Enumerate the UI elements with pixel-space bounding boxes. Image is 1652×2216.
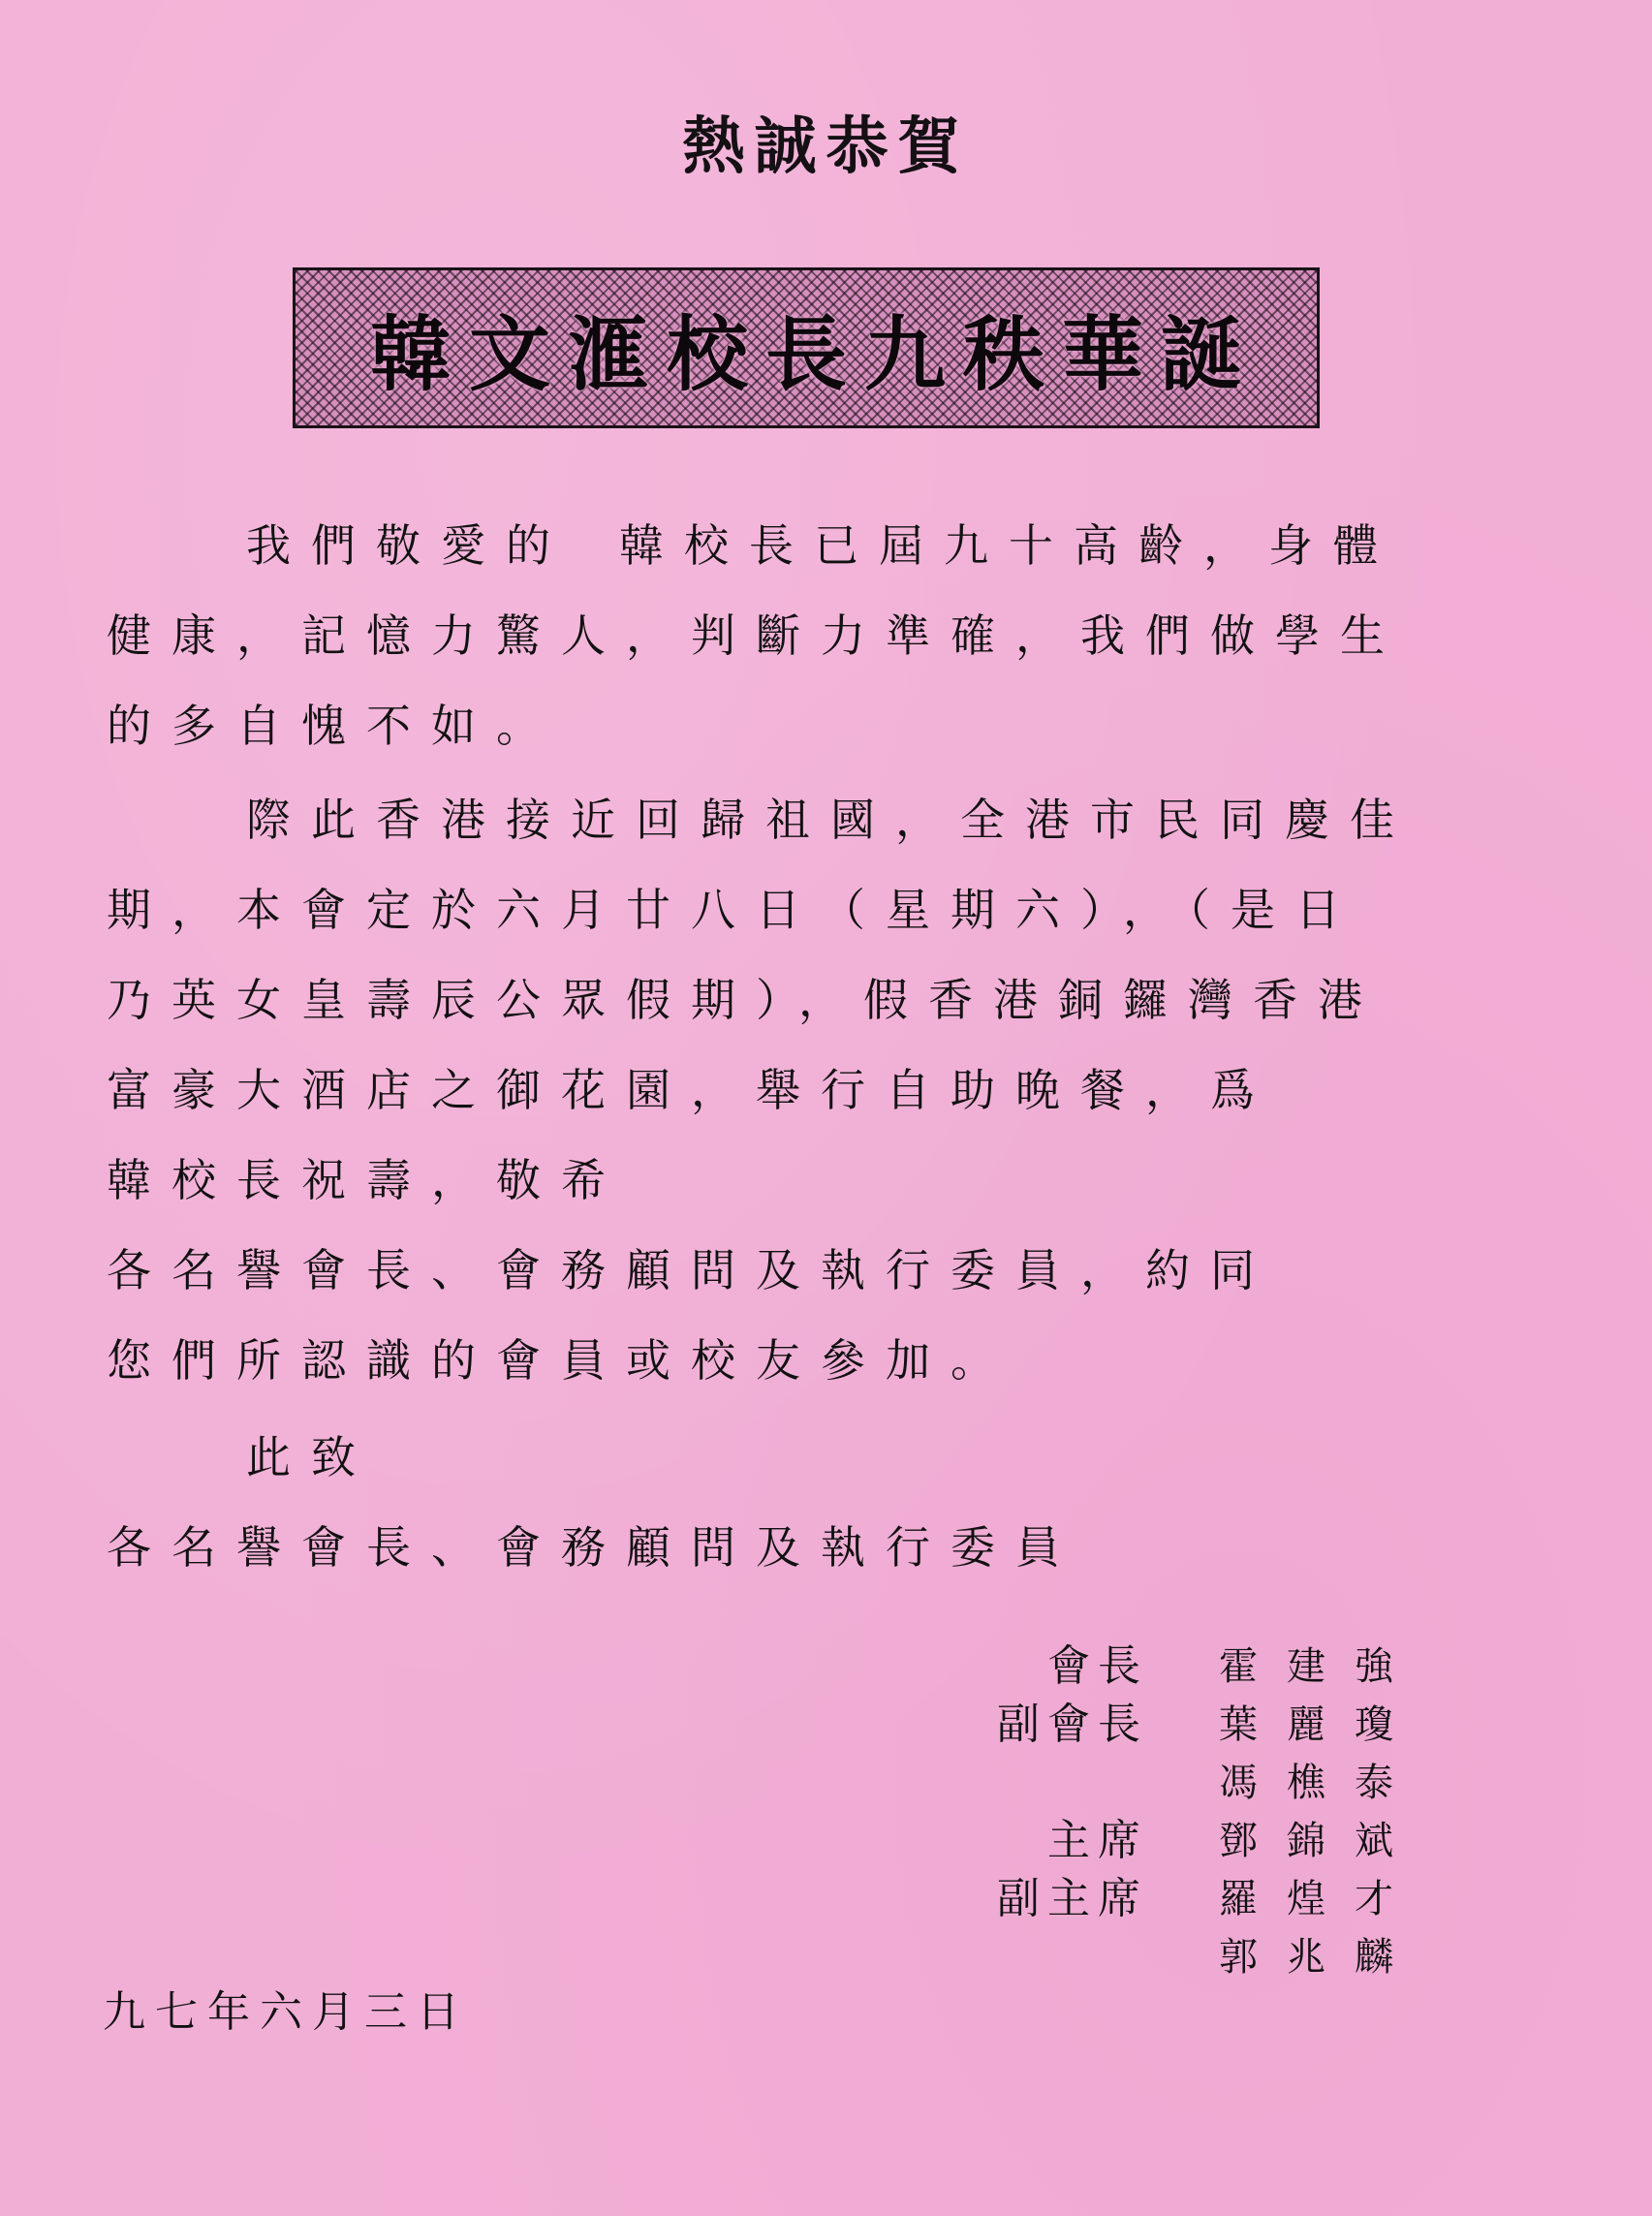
signatory-title: 副會長	[997, 1700, 1148, 1749]
paragraph-1-line-3: 的多自愧不如。	[107, 700, 561, 752]
title-banner	[293, 267, 1320, 428]
closing-recipients: 各名譽會長、會務顧問及執行委員	[107, 1521, 1080, 1574]
signatory-name: 霍建強	[1219, 1644, 1422, 1689]
signatory-title: 副主席	[997, 1874, 1148, 1923]
paragraph-2-line-5: 韓校長祝壽，敬希	[107, 1154, 626, 1206]
signatory-name: 馮樵泰	[1219, 1761, 1422, 1805]
paragraph-1-line-1	[107, 501, 1550, 591]
closing-salutation: 此致	[246, 1431, 376, 1483]
paragraph-1-line-2: 健康，記憶力驚人，判斷力準確，我們做學生	[107, 609, 1405, 662]
signatory-row	[959, 1928, 1502, 1986]
signatory-row	[959, 1696, 1502, 1754]
paragraph-2	[107, 775, 1550, 1406]
paragraph-1-line-1-a: 我們敬愛的	[246, 519, 571, 572]
paragraph-2-line-1: 際此香港接近回歸祖國，全港市民同慶佳	[246, 794, 1415, 846]
signatory-name: 羅煌才	[1219, 1877, 1422, 1921]
signatory-row	[959, 1638, 1502, 1696]
signature-block	[959, 1638, 1502, 1986]
paragraph-1-line-1-b: 韓校長已屆九十高齡，身體	[619, 519, 1398, 572]
paragraph-2-line-4: 富豪大酒店之御花園，舉行自助晚餐，爲	[107, 1064, 1275, 1116]
signatory-title: 會長	[1047, 1641, 1148, 1691]
paragraph-2-line-3: 乃英女皇壽辰公眾假期），假香港銅鑼灣香港	[107, 974, 1383, 1026]
paragraph-2-line-7: 您們所認識的會員或校友參加。	[107, 1334, 1015, 1387]
signatory-name: 郭兆麟	[1219, 1935, 1422, 1980]
signatory-row	[959, 1870, 1502, 1928]
greeting-heading: 熱誠恭賀	[682, 110, 970, 183]
closing	[107, 1413, 1550, 1593]
paragraph-1	[107, 501, 1550, 771]
signatory-name: 鄧錦斌	[1219, 1819, 1422, 1863]
signatory-title: 主席	[1047, 1816, 1148, 1865]
signatory-row	[959, 1754, 1502, 1812]
signatory-row	[959, 1812, 1502, 1870]
paragraph-2-line-2: 期，本會定於六月廿八日（星期六），（是日	[107, 884, 1360, 936]
letter-date: 九七年六月三日	[103, 1987, 469, 2037]
banner-title: 韓文滙校長九秩華誕	[369, 305, 1260, 402]
paragraph-2-line-6: 各名譽會長、會務顧問及執行委員，約同	[107, 1244, 1275, 1296]
signatory-name: 葉麗瓊	[1219, 1702, 1422, 1747]
